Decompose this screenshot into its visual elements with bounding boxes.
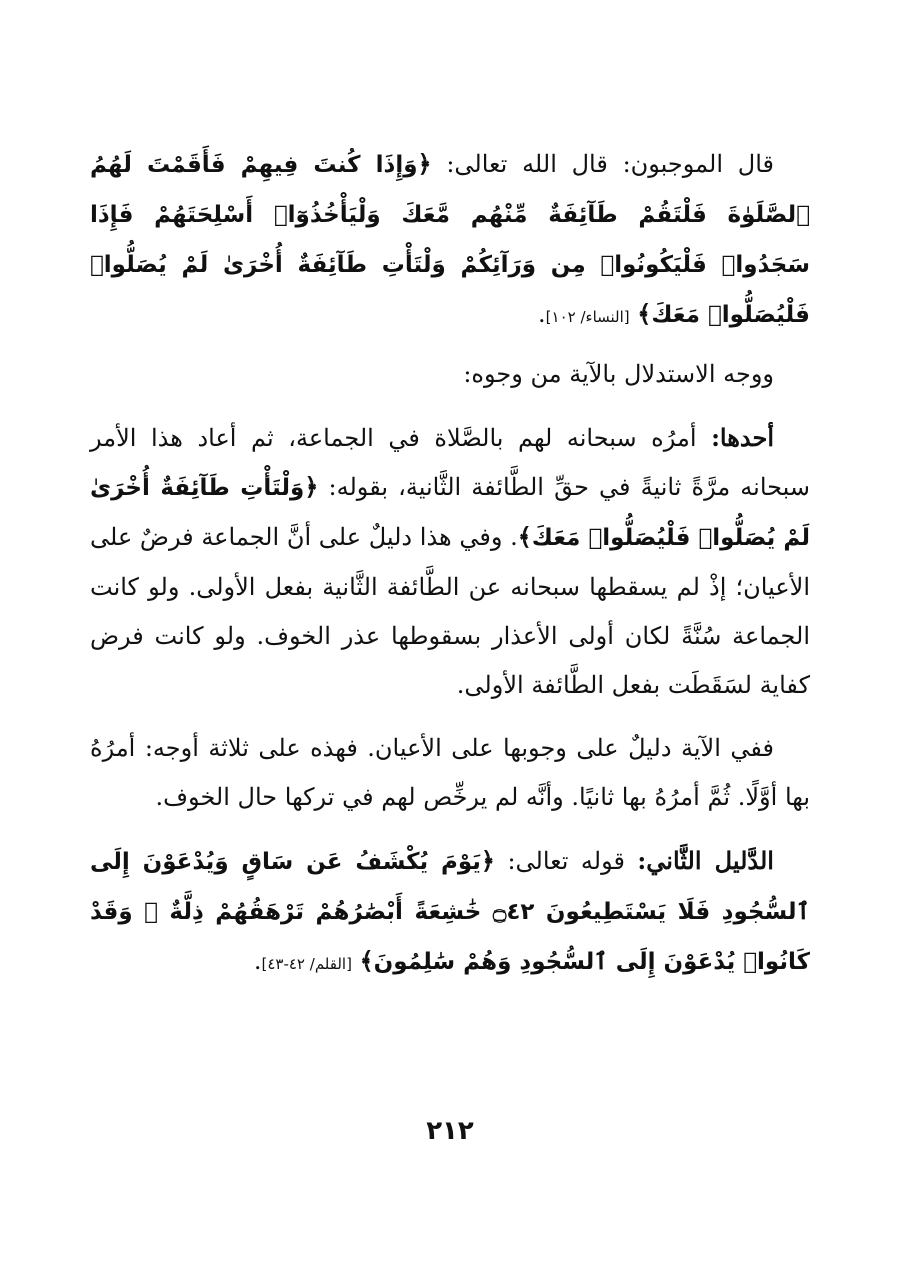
quran-verse-excerpt: وَلْتَأْتِ طَآئِفَةٌ أُخْرَىٰ لَمْ يُصَلُّوا۟ فَلْيُصَلُّوا۟ مَعَكَ — [90, 475, 810, 551]
paragraph-5-text-1: قوله تعالى: — [507, 847, 625, 875]
paragraph-1-end: . — [538, 300, 546, 328]
paragraph-2-text: ووجه الاستدلال بالآية من وجوه: — [463, 360, 774, 388]
paragraph-4-text: ففي الآية دليلٌ على وجوبها على الأعيان. فهذه على ثلاثة أوجه: أمرُهُ بها أوَّلًا. ثُمَّ أمرُهُ بها ثانيًا. وأنَّه لم يرخِّص لهم في تركها حال الخوف. — [90, 734, 810, 811]
paragraph-5 — [90, 836, 810, 989]
paragraph-3 — [90, 413, 810, 710]
paragraph-4 — [90, 724, 810, 822]
verse-reference-qalam: [القلم/ ٤٢-٤٣] — [261, 955, 352, 973]
ornate-open-bracket: ﴿ — [417, 150, 432, 178]
ornate-close-bracket: ﴾ — [637, 300, 652, 328]
first-proof-label: أحدها: — [711, 423, 774, 452]
ornate-open-bracket: ﴿ — [480, 847, 495, 875]
page-number: ٢١٢ — [426, 1116, 474, 1146]
ornate-close-bracket: ﴾ — [517, 523, 532, 551]
second-proof-label: الدَّليل الثَّاني: — [637, 846, 774, 875]
main-text — [90, 140, 810, 989]
paragraph-1 — [90, 140, 810, 342]
quran-verse-nisa-102: وَإِذَا كُنتَ فِيهِمْ فَأَقَمْتَ لَهُمُ ٱلصَّلَوٰةَ فَلْتَقُمْ طَآئِفَةٌ مِّنْهُم مَّعَكَ وَلْيَأْخُذُوٓا۟ أَسْلِحَتَهُمْ فَإِذَا سَجَدُوا۟ فَلْيَكُونُوا۟ مِن وَرَآئِكُمْ وَلْتَأْتِ طَآئِفَةٌ أُخْرَىٰ لَمْ يُصَلُّوا۟ فَلْيُصَلُّوا۟ مَعَكَ — [90, 152, 810, 328]
ornate-close-bracket: ﴾ — [359, 947, 374, 975]
paragraph-2 — [90, 350, 810, 399]
verse-reference-nisa: [النساء/ ١٠٢] — [545, 308, 630, 326]
paragraph-5-end: . — [253, 947, 262, 975]
paragraph-3-text-1: أمرُه سبحانه لهم بالصَّلاة في الجماعة، ثم أعاد هذا الأمر سبحانه مرَّةً ثانيةً في حقِّ الطَّائفة الثَّانية، بقوله: — [90, 424, 811, 501]
paragraph-1-intro: قال الموجبون: قال الله تعالى: — [446, 150, 774, 178]
paragraph-3-text-2: . وفي هذا دليلٌ على أنَّ الجماعة فرضٌ على الأعيان؛ إذْ لم يسقطها سبحانه عن الطَّائفة الثَّانية بفعل الأولى. ولو كانت الجماعة سُنَّةً لكان أولى الأعذار بسقوطها عذر الخوف. ولو كانت فرض كفاية لسَقَطَت بفعل الطَّائفة الأولى. — [90, 523, 810, 699]
ornate-open-bracket: ﴿ — [304, 473, 319, 501]
quran-verse-qalam-42-43: يَوْمَ يُكْشَفُ عَن سَاقٍ وَيُدْعَوْنَ إِلَى ٱلسُّجُودِ فَلَا يَسْتَطِيعُونَ ۝٤٢ خَٰشِعَةً أَبْصَٰرُهُمْ تَرْهَقُهُمْ ذِلَّةٌ ۖ وَقَدْ كَانُوا۟ يُدْعَوْنَ إِلَى ٱلسُّجُودِ وَهُمْ سَٰلِمُونَ — [90, 849, 810, 975]
